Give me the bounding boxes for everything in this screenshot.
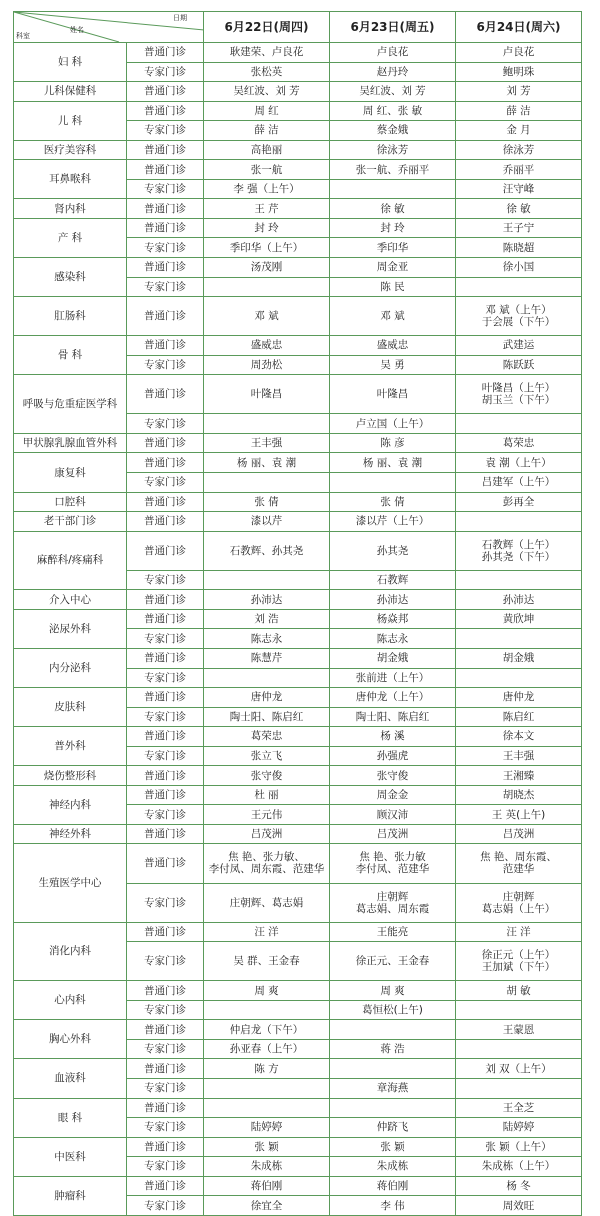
clinic-type-cell: 普通门诊 bbox=[127, 297, 204, 336]
doctor-cell-day-2: 漆以芹（上午） bbox=[330, 512, 456, 532]
doctor-cell-day-3: 王湘臻 bbox=[456, 766, 582, 786]
doctor-cell-day-2: 张 倩 bbox=[330, 492, 456, 512]
doctor-cell-day-2: 陈志永 bbox=[330, 629, 456, 649]
doctor-cell-day-2: 李 伟 bbox=[330, 1196, 456, 1216]
clinic-type-cell: 普通门诊 bbox=[127, 531, 204, 570]
doctor-cell-day-3: 胡金娥 bbox=[456, 648, 582, 668]
department-cell: 肿瘤科 bbox=[14, 1176, 127, 1215]
doctor-cell-day-1: 盛威忠 bbox=[204, 336, 330, 356]
doctor-cell-day-3: 黄欣坤 bbox=[456, 609, 582, 629]
clinic-type-cell: 普通门诊 bbox=[127, 199, 204, 219]
doctor-cell-day-2: 章海燕 bbox=[330, 1078, 456, 1098]
table-row bbox=[14, 101, 582, 121]
doctor-cell-day-3: 杨 冬 bbox=[456, 1176, 582, 1196]
table-row bbox=[14, 1176, 582, 1196]
department-cell: 呼吸与危重症医学科 bbox=[14, 375, 127, 434]
clinic-type-cell: 普通门诊 bbox=[127, 218, 204, 238]
doctor-cell-day-3: 吕茂洲 bbox=[456, 824, 582, 844]
clinic-type-cell: 专家门诊 bbox=[127, 883, 204, 922]
doctor-cell-day-2: 仲跻飞 bbox=[330, 1118, 456, 1138]
table-row bbox=[14, 531, 582, 570]
doctor-cell-day-2: 季印华 bbox=[330, 238, 456, 258]
doctor-cell-day-3: 朱成栋（上午） bbox=[456, 1157, 582, 1177]
table-row bbox=[14, 258, 582, 278]
doctor-cell-day-1: 叶隆昌 bbox=[204, 375, 330, 414]
doctor-cell-day-2 bbox=[330, 1059, 456, 1079]
doctor-cell-day-1: 漆以芹 bbox=[204, 512, 330, 532]
department-cell: 神经外科 bbox=[14, 824, 127, 844]
doctor-cell-day-2: 蔡金娥 bbox=[330, 121, 456, 141]
doctor-cell-day-2: 孙强虎 bbox=[330, 746, 456, 766]
doctor-cell-day-2: 朱成栋 bbox=[330, 1157, 456, 1177]
doctor-cell-day-1: 汤茂刚 bbox=[204, 258, 330, 278]
clinic-type-cell: 专家门诊 bbox=[127, 707, 204, 727]
clinic-type-cell: 专家门诊 bbox=[127, 179, 204, 199]
doctor-cell-day-2: 庄朝辉 葛志娟、周东霞 bbox=[330, 883, 456, 922]
doctor-cell-day-3: 葛荣忠 bbox=[456, 433, 582, 453]
clinic-type-cell: 专家门诊 bbox=[127, 121, 204, 141]
doctor-cell-day-3: 张 颖（上午） bbox=[456, 1137, 582, 1157]
doctor-cell-day-1: 吴红波、刘 芳 bbox=[204, 82, 330, 102]
table-row bbox=[14, 609, 582, 629]
doctor-cell-day-1: 王丰强 bbox=[204, 433, 330, 453]
table-row bbox=[14, 590, 582, 610]
doctor-cell-day-2: 张 颖 bbox=[330, 1137, 456, 1157]
table-row bbox=[14, 1059, 582, 1079]
doctor-cell-day-3: 汪守峰 bbox=[456, 179, 582, 199]
doctor-cell-day-2: 葛恒松(上午) bbox=[330, 1000, 456, 1020]
doctor-cell-day-3: 徐泳芳 bbox=[456, 140, 582, 160]
doctor-cell-day-3: 刘 芳 bbox=[456, 82, 582, 102]
doctor-cell-day-2: 吕茂洲 bbox=[330, 824, 456, 844]
doctor-cell-day-1: 陈志永 bbox=[204, 629, 330, 649]
doctor-cell-day-1: 刘 浩 bbox=[204, 609, 330, 629]
doctor-cell-day-1: 孙沛达 bbox=[204, 590, 330, 610]
table-row bbox=[14, 199, 582, 219]
department-cell: 泌尿外科 bbox=[14, 609, 127, 648]
department-cell: 肛肠科 bbox=[14, 297, 127, 336]
header-corner-cell bbox=[14, 12, 204, 43]
doctor-cell-day-1: 朱成栋 bbox=[204, 1157, 330, 1177]
department-cell: 胸心外科 bbox=[14, 1020, 127, 1059]
department-cell: 骨 科 bbox=[14, 336, 127, 375]
doctor-cell-day-1: 张松英 bbox=[204, 62, 330, 82]
department-cell: 肾内科 bbox=[14, 199, 127, 219]
department-cell: 心内科 bbox=[14, 981, 127, 1020]
clinic-type-cell: 普通门诊 bbox=[127, 922, 204, 942]
doctor-cell-day-2 bbox=[330, 1098, 456, 1118]
doctor-cell-day-2: 蒋 浩 bbox=[330, 1039, 456, 1059]
doctor-cell-day-3: 吕建军（上午） bbox=[456, 473, 582, 493]
department-cell: 耳鼻喉科 bbox=[14, 160, 127, 199]
doctor-cell-day-3: 周效旺 bbox=[456, 1196, 582, 1216]
clinic-type-cell: 普通门诊 bbox=[127, 981, 204, 1001]
clinic-type-cell: 专家门诊 bbox=[127, 1157, 204, 1177]
doctor-cell-day-1: 耿建荣、卢良花 bbox=[204, 43, 330, 63]
doctor-cell-day-1: 张 颖 bbox=[204, 1137, 330, 1157]
date-header-2: 6月23日(周五) bbox=[330, 12, 456, 43]
doctor-cell-day-2: 徐泳芳 bbox=[330, 140, 456, 160]
department-cell: 消化内科 bbox=[14, 922, 127, 981]
table-row bbox=[14, 82, 582, 102]
doctor-cell-day-3: 孙沛达 bbox=[456, 590, 582, 610]
doctor-cell-day-3: 庄朝辉 葛志娟（上午） bbox=[456, 883, 582, 922]
table-row bbox=[14, 766, 582, 786]
doctor-cell-day-1: 仲启龙（下午） bbox=[204, 1020, 330, 1040]
doctor-cell-day-3: 刘 双（上午） bbox=[456, 1059, 582, 1079]
doctor-cell-day-3: 乔丽平 bbox=[456, 160, 582, 180]
doctor-cell-day-3: 袁 潮（上午） bbox=[456, 453, 582, 473]
doctor-cell-day-1: 李 强（上午） bbox=[204, 179, 330, 199]
doctor-cell-day-1: 张立飞 bbox=[204, 746, 330, 766]
clinic-type-cell: 普通门诊 bbox=[127, 492, 204, 512]
clinic-type-cell: 普通门诊 bbox=[127, 433, 204, 453]
doctor-cell-day-1: 唐仲龙 bbox=[204, 688, 330, 708]
doctor-cell-day-1: 邓 斌 bbox=[204, 297, 330, 336]
doctor-cell-day-2: 焦 艳、张力敏 李付凤、范建华 bbox=[330, 844, 456, 883]
clinic-type-cell: 普通门诊 bbox=[127, 590, 204, 610]
department-cell: 内分泌科 bbox=[14, 648, 127, 687]
doctor-cell-day-1: 周 爽 bbox=[204, 981, 330, 1001]
doctor-cell-day-2: 杨 丽、袁 潮 bbox=[330, 453, 456, 473]
doctor-cell-day-3 bbox=[456, 414, 582, 434]
doctor-cell-day-2: 陈 民 bbox=[330, 277, 456, 297]
clinic-type-cell: 普通门诊 bbox=[127, 101, 204, 121]
doctor-cell-day-2: 卢立国（上午） bbox=[330, 414, 456, 434]
clinic-type-cell: 普通门诊 bbox=[127, 160, 204, 180]
doctor-cell-day-1 bbox=[204, 1000, 330, 1020]
doctor-cell-day-2: 唐仲龙（上午） bbox=[330, 688, 456, 708]
doctor-cell-day-3 bbox=[456, 668, 582, 688]
doctor-cell-day-2: 王能亮 bbox=[330, 922, 456, 942]
table-row bbox=[14, 648, 582, 668]
corner-name-label: 姓名 bbox=[70, 26, 84, 34]
clinic-type-cell: 专家门诊 bbox=[127, 629, 204, 649]
clinic-type-cell: 普通门诊 bbox=[127, 727, 204, 747]
doctor-cell-day-1: 周 红 bbox=[204, 101, 330, 121]
department-cell: 产 科 bbox=[14, 218, 127, 257]
doctor-cell-day-1: 高艳丽 bbox=[204, 140, 330, 160]
table-row bbox=[14, 336, 582, 356]
table-row bbox=[14, 844, 582, 883]
doctor-cell-day-3: 武建运 bbox=[456, 336, 582, 356]
doctor-cell-day-3: 胡晓杰 bbox=[456, 785, 582, 805]
clinic-type-cell: 专家门诊 bbox=[127, 570, 204, 590]
department-cell: 麻醉科/疼痛科 bbox=[14, 531, 127, 590]
doctor-cell-day-3: 叶隆昌（上午） 胡玉兰（下午） bbox=[456, 375, 582, 414]
doctor-cell-day-2: 周 红、张 敏 bbox=[330, 101, 456, 121]
clinic-type-cell: 普通门诊 bbox=[127, 453, 204, 473]
doctor-cell-day-3: 焦 艳、周东霞、 范建华 bbox=[456, 844, 582, 883]
doctor-cell-day-2: 杨 溪 bbox=[330, 727, 456, 747]
doctor-cell-day-3: 鲍明珠 bbox=[456, 62, 582, 82]
doctor-cell-day-2: 周 爽 bbox=[330, 981, 456, 1001]
table-row bbox=[14, 218, 582, 238]
table-row bbox=[14, 512, 582, 532]
doctor-cell-day-1: 葛荣忠 bbox=[204, 727, 330, 747]
department-cell: 烧伤整形科 bbox=[14, 766, 127, 786]
clinic-type-cell: 专家门诊 bbox=[127, 746, 204, 766]
doctor-cell-day-1: 张 倩 bbox=[204, 492, 330, 512]
clinic-type-cell: 专家门诊 bbox=[127, 1078, 204, 1098]
table-row bbox=[14, 785, 582, 805]
doctor-cell-day-2: 盛威忠 bbox=[330, 336, 456, 356]
table-row bbox=[14, 1098, 582, 1118]
department-cell: 感染科 bbox=[14, 258, 127, 297]
department-cell: 儿科保健科 bbox=[14, 82, 127, 102]
clinic-type-cell: 普通门诊 bbox=[127, 336, 204, 356]
doctor-cell-day-1: 徐宜全 bbox=[204, 1196, 330, 1216]
doctor-cell-day-3: 汪 洋 bbox=[456, 922, 582, 942]
doctor-cell-day-1 bbox=[204, 1078, 330, 1098]
doctor-cell-day-1 bbox=[204, 668, 330, 688]
doctor-cell-day-2: 徐 敏 bbox=[330, 199, 456, 219]
doctor-cell-day-1: 薛 洁 bbox=[204, 121, 330, 141]
doctor-cell-day-3: 胡 敏 bbox=[456, 981, 582, 1001]
clinic-type-cell: 专家门诊 bbox=[127, 1118, 204, 1138]
clinic-type-cell: 专家门诊 bbox=[127, 473, 204, 493]
doctor-cell-day-1: 封 玲 bbox=[204, 218, 330, 238]
doctor-cell-day-2: 陈 彦 bbox=[330, 433, 456, 453]
clinic-type-cell: 专家门诊 bbox=[127, 1000, 204, 1020]
clinic-type-cell: 普通门诊 bbox=[127, 648, 204, 668]
doctor-cell-day-3: 陆婷婷 bbox=[456, 1118, 582, 1138]
doctor-cell-day-2: 石教辉 bbox=[330, 570, 456, 590]
doctor-cell-day-1: 季印华（上午） bbox=[204, 238, 330, 258]
date-header-1: 6月22日(周四) bbox=[204, 12, 330, 43]
doctor-cell-day-2 bbox=[330, 179, 456, 199]
clinic-type-cell: 普通门诊 bbox=[127, 1176, 204, 1196]
department-cell: 妇 科 bbox=[14, 43, 127, 82]
clinic-type-cell: 专家门诊 bbox=[127, 238, 204, 258]
department-cell: 老干部门诊 bbox=[14, 512, 127, 532]
header-row bbox=[14, 12, 582, 43]
table-row bbox=[14, 688, 582, 708]
doctor-cell-day-1: 王 芹 bbox=[204, 199, 330, 219]
doctor-cell-day-3 bbox=[456, 512, 582, 532]
doctor-cell-day-3: 石教辉（上午） 孙其尧（下午） bbox=[456, 531, 582, 570]
table-row bbox=[14, 824, 582, 844]
department-cell: 口腔科 bbox=[14, 492, 127, 512]
doctor-cell-day-1: 张一航 bbox=[204, 160, 330, 180]
clinic-type-cell: 普通门诊 bbox=[127, 785, 204, 805]
doctor-cell-day-2: 陶士阳、陈启红 bbox=[330, 707, 456, 727]
clinic-type-cell: 普通门诊 bbox=[127, 43, 204, 63]
department-cell: 医疗美容科 bbox=[14, 140, 127, 160]
date-header-3: 6月24日(周六) bbox=[456, 12, 582, 43]
clinic-type-cell: 专家门诊 bbox=[127, 668, 204, 688]
department-cell: 眼 科 bbox=[14, 1098, 127, 1137]
doctor-cell-day-1: 周劲松 bbox=[204, 355, 330, 375]
table-row bbox=[14, 922, 582, 942]
doctor-cell-day-3: 徐正元（上午） 王加斌（下午） bbox=[456, 942, 582, 981]
doctor-cell-day-3: 卢良花 bbox=[456, 43, 582, 63]
department-cell: 介入中心 bbox=[14, 590, 127, 610]
doctor-cell-day-3: 陈晓超 bbox=[456, 238, 582, 258]
doctor-cell-day-2: 顾汉沛 bbox=[330, 805, 456, 825]
department-cell: 生殖医学中心 bbox=[14, 844, 127, 922]
doctor-cell-day-3 bbox=[456, 629, 582, 649]
doctor-cell-day-1: 孙亚春（上午） bbox=[204, 1039, 330, 1059]
clinic-type-cell: 普通门诊 bbox=[127, 258, 204, 278]
clinic-type-cell: 专家门诊 bbox=[127, 805, 204, 825]
doctor-cell-day-2: 周金金 bbox=[330, 785, 456, 805]
doctor-cell-day-3: 王蒙恩 bbox=[456, 1020, 582, 1040]
table-row bbox=[14, 43, 582, 63]
doctor-cell-day-3: 徐 敏 bbox=[456, 199, 582, 219]
table-row bbox=[14, 140, 582, 160]
doctor-cell-day-2: 孙其尧 bbox=[330, 531, 456, 570]
doctor-cell-day-3: 王丰强 bbox=[456, 746, 582, 766]
clinic-type-cell: 普通门诊 bbox=[127, 688, 204, 708]
clinic-type-cell: 专家门诊 bbox=[127, 355, 204, 375]
doctor-cell-day-3: 唐仲龙 bbox=[456, 688, 582, 708]
clinic-type-cell: 专家门诊 bbox=[127, 277, 204, 297]
department-cell: 血液科 bbox=[14, 1059, 127, 1098]
clinic-type-cell: 普通门诊 bbox=[127, 824, 204, 844]
doctor-cell-day-3 bbox=[456, 570, 582, 590]
table-row bbox=[14, 727, 582, 747]
doctor-cell-day-2 bbox=[330, 473, 456, 493]
doctor-cell-day-1: 吴 群、王金春 bbox=[204, 942, 330, 981]
doctor-cell-day-1 bbox=[204, 277, 330, 297]
clinic-type-cell: 普通门诊 bbox=[127, 1137, 204, 1157]
doctor-cell-day-3: 王 英(上午) bbox=[456, 805, 582, 825]
clinic-type-cell: 普通门诊 bbox=[127, 1020, 204, 1040]
doctor-cell-day-3: 邓 斌（上午） 于会展（下午） bbox=[456, 297, 582, 336]
doctor-cell-day-3 bbox=[456, 277, 582, 297]
doctor-cell-day-2: 徐正元、王金春 bbox=[330, 942, 456, 981]
table-row bbox=[14, 1137, 582, 1157]
doctor-cell-day-3: 彭再全 bbox=[456, 492, 582, 512]
table-row bbox=[14, 160, 582, 180]
doctor-cell-day-1: 石教辉、孙其尧 bbox=[204, 531, 330, 570]
department-cell: 儿 科 bbox=[14, 101, 127, 140]
department-cell: 甲状腺乳腺血管外科 bbox=[14, 433, 127, 453]
doctor-cell-day-1: 庄朝辉、葛志娟 bbox=[204, 883, 330, 922]
doctor-cell-day-2: 胡金娥 bbox=[330, 648, 456, 668]
clinic-type-cell: 专家门诊 bbox=[127, 1196, 204, 1216]
doctor-cell-day-3: 徐小国 bbox=[456, 258, 582, 278]
doctor-cell-day-1: 汪 洋 bbox=[204, 922, 330, 942]
doctor-cell-day-2: 赵丹玲 bbox=[330, 62, 456, 82]
table-row bbox=[14, 1020, 582, 1040]
doctor-cell-day-2: 张一航、乔丽平 bbox=[330, 160, 456, 180]
table-row bbox=[14, 492, 582, 512]
doctor-cell-day-3: 陈启红 bbox=[456, 707, 582, 727]
table-row bbox=[14, 981, 582, 1001]
doctor-cell-day-2: 周金亚 bbox=[330, 258, 456, 278]
doctor-cell-day-1 bbox=[204, 414, 330, 434]
doctor-cell-day-3 bbox=[456, 1000, 582, 1020]
clinic-type-cell: 普通门诊 bbox=[127, 766, 204, 786]
doctor-cell-day-1: 张守俊 bbox=[204, 766, 330, 786]
clinic-type-cell: 专家门诊 bbox=[127, 1039, 204, 1059]
clinic-type-cell: 普通门诊 bbox=[127, 82, 204, 102]
doctor-cell-day-2: 卢良花 bbox=[330, 43, 456, 63]
doctor-cell-day-1: 杜 丽 bbox=[204, 785, 330, 805]
corner-dept-label: 科室 bbox=[16, 32, 30, 40]
doctor-cell-day-2: 吴红波、刘 芳 bbox=[330, 82, 456, 102]
doctor-cell-day-1 bbox=[204, 570, 330, 590]
table-row bbox=[14, 433, 582, 453]
table-row bbox=[14, 297, 582, 336]
doctor-cell-day-1: 陈 方 bbox=[204, 1059, 330, 1079]
clinic-type-cell: 普通门诊 bbox=[127, 512, 204, 532]
doctor-cell-day-1 bbox=[204, 473, 330, 493]
department-cell: 康复科 bbox=[14, 453, 127, 492]
doctor-cell-day-3 bbox=[456, 1039, 582, 1059]
table-row bbox=[14, 453, 582, 473]
doctor-cell-day-2: 吴 勇 bbox=[330, 355, 456, 375]
doctor-cell-day-3: 薛 洁 bbox=[456, 101, 582, 121]
doctor-cell-day-2: 邓 斌 bbox=[330, 297, 456, 336]
corner-date-label: 日期 bbox=[173, 14, 187, 22]
outpatient-schedule-table bbox=[13, 11, 582, 1216]
doctor-cell-day-2: 杨焱邦 bbox=[330, 609, 456, 629]
doctor-cell-day-3: 王全芝 bbox=[456, 1098, 582, 1118]
department-cell: 普外科 bbox=[14, 727, 127, 766]
clinic-type-cell: 专家门诊 bbox=[127, 942, 204, 981]
doctor-cell-day-3 bbox=[456, 1078, 582, 1098]
doctor-cell-day-1: 杨 丽、袁 潮 bbox=[204, 453, 330, 473]
doctor-cell-day-2: 蒋伯刚 bbox=[330, 1176, 456, 1196]
doctor-cell-day-2: 叶隆昌 bbox=[330, 375, 456, 414]
doctor-cell-day-1: 陆婷婷 bbox=[204, 1118, 330, 1138]
doctor-cell-day-1: 吕茂洲 bbox=[204, 824, 330, 844]
department-cell: 中医科 bbox=[14, 1137, 127, 1176]
doctor-cell-day-2: 孙沛达 bbox=[330, 590, 456, 610]
doctor-cell-day-2: 张守俊 bbox=[330, 766, 456, 786]
doctor-cell-day-2: 张前进（上午） bbox=[330, 668, 456, 688]
doctor-cell-day-1: 焦 艳、张力敏、 李付凤、周东霞、范建华 bbox=[204, 844, 330, 883]
clinic-type-cell: 普通门诊 bbox=[127, 1059, 204, 1079]
schedule-body bbox=[14, 43, 582, 1216]
clinic-type-cell: 普通门诊 bbox=[127, 609, 204, 629]
clinic-type-cell: 专家门诊 bbox=[127, 62, 204, 82]
doctor-cell-day-2 bbox=[330, 1020, 456, 1040]
table-row bbox=[14, 375, 582, 414]
doctor-cell-day-3: 徐本文 bbox=[456, 727, 582, 747]
doctor-cell-day-1: 陈慧芹 bbox=[204, 648, 330, 668]
clinic-type-cell: 普通门诊 bbox=[127, 140, 204, 160]
doctor-cell-day-1 bbox=[204, 1098, 330, 1118]
doctor-cell-day-3: 王子宁 bbox=[456, 218, 582, 238]
doctor-cell-day-2: 封 玲 bbox=[330, 218, 456, 238]
clinic-type-cell: 普通门诊 bbox=[127, 375, 204, 414]
doctor-cell-day-3: 金 月 bbox=[456, 121, 582, 141]
doctor-cell-day-1: 王元伟 bbox=[204, 805, 330, 825]
clinic-type-cell: 专家门诊 bbox=[127, 414, 204, 434]
department-cell: 皮肤科 bbox=[14, 688, 127, 727]
doctor-cell-day-3: 陈跃跃 bbox=[456, 355, 582, 375]
department-cell: 神经内科 bbox=[14, 785, 127, 824]
clinic-type-cell: 普通门诊 bbox=[127, 1098, 204, 1118]
doctor-cell-day-1: 蒋伯刚 bbox=[204, 1176, 330, 1196]
doctor-cell-day-1: 陶士阳、陈启红 bbox=[204, 707, 330, 727]
clinic-type-cell: 普通门诊 bbox=[127, 844, 204, 883]
